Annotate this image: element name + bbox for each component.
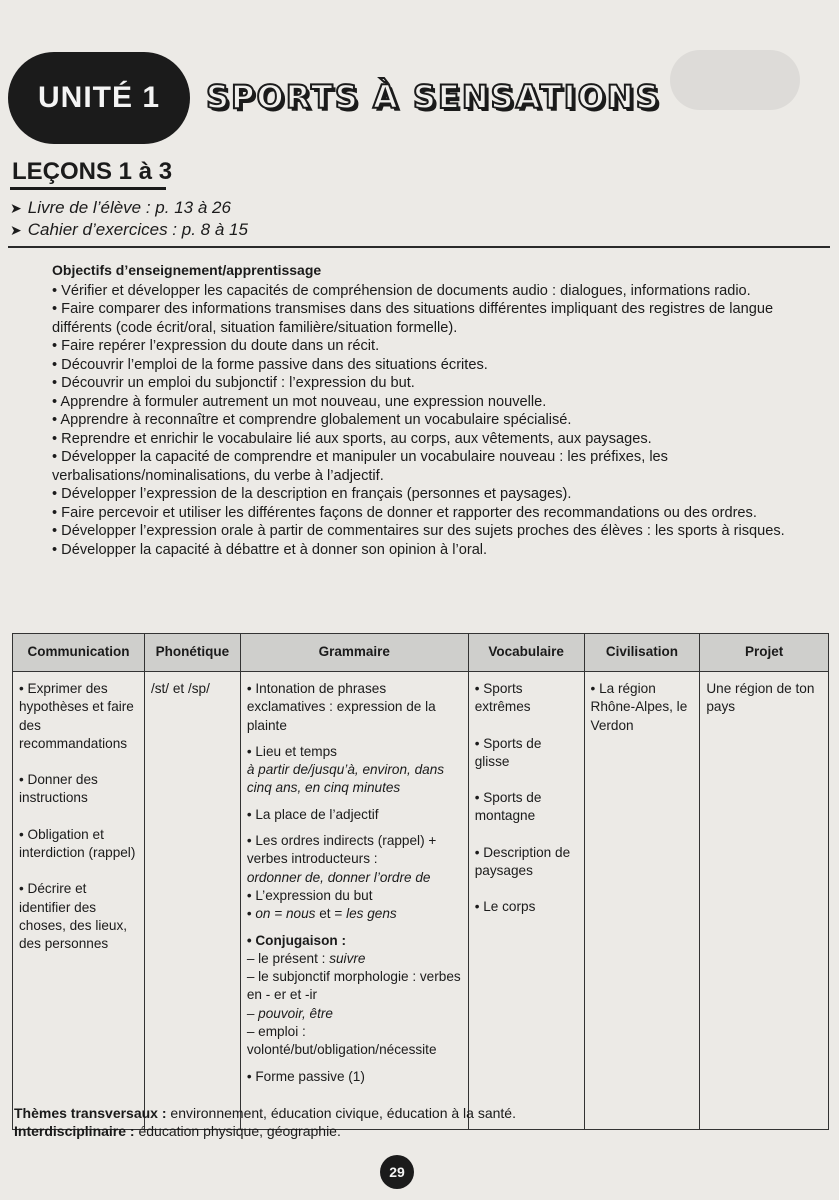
grammar-item: • L’expression du but <box>246 887 373 903</box>
arrow-right-icon: ➤ <box>10 222 22 238</box>
grammar-examples: ordonner de, donner l’ordre de <box>246 869 431 885</box>
grammar-item: • La place de l’adjectif <box>246 806 379 822</box>
phonetique-text: /st/ et /sp/ <box>150 681 210 696</box>
show-through-text <box>600 40 830 220</box>
unit-label: UNITÉ 1 <box>37 81 161 114</box>
conjugation-item: – pouvoir, être <box>246 1005 333 1021</box>
col-header-vocabulaire: Vocabulaire <box>468 634 584 672</box>
objective-item: • Développer l’expression orale à partir de commentaires sur des sujets proches des élèves : les sports à risques. <box>52 522 797 541</box>
grammar-item: • Les ordres indirects (rappel) + verbes introducteurs : <box>246 833 437 867</box>
unit-badge <box>8 52 190 144</box>
col-header-communication: Communication <box>13 634 145 672</box>
section-divider <box>8 246 830 248</box>
list-item: • Sports de montagne <box>474 790 542 824</box>
objective-item: • Reprendre et enrichir le vocabulaire lié aux sports, au corps, aux vêtements, aux paysages. <box>52 430 797 449</box>
objective-item: • Développer l’expression de la description en français (personnes et paysages). <box>52 485 797 504</box>
unit-title: SPORTS À SENSATIONS <box>206 78 661 116</box>
objectives-list <box>52 282 797 560</box>
grammar-examples: à partir de/jusqu’à, environ, dans cinq ans, en cinq minutes <box>246 762 445 796</box>
table-row <box>13 672 829 1130</box>
cell-phonetique <box>144 672 240 1130</box>
list-item: • Description de paysages <box>474 844 571 879</box>
cell-grammaire <box>240 672 468 1130</box>
list-item: • Donner des instructions <box>19 772 98 806</box>
grammar-item: • Forme passive (1) <box>246 1068 365 1084</box>
conjugation-title: • Conjugaison : <box>246 932 346 948</box>
grammar-item: • on = nous et = les gens <box>246 906 397 922</box>
interdisciplinary-line: Interdisciplinaire : éducation physique, géographie. <box>14 1123 341 1139</box>
objective-item: • Faire comparer des informations transmises dans des situations différentes impliquant des registres de langue différents (code écrit/oral, situation familière/situation formelle). <box>52 300 797 337</box>
objectives-section <box>52 261 797 559</box>
col-header-grammaire: Grammaire <box>240 634 468 672</box>
cell-communication <box>13 672 145 1130</box>
cell-civilisation <box>584 672 700 1130</box>
ref-cahier: ➤ Cahier d’exercices : p. 8 à 15 <box>10 220 248 239</box>
conjugation-item: – le subjonctif morphologie : verbes en - er et -ir <box>246 969 461 1003</box>
page-number: 29 <box>380 1155 414 1189</box>
list-item: • Exprimer des hypothèses et faire des recommandations <box>19 681 134 751</box>
objective-item: • Faire percevoir et utiliser les différentes façons de donner et rapporter des recommandations ou des ordres. <box>52 504 797 523</box>
table-header-row <box>13 634 829 672</box>
ref-livre: ➤ Livre de l’élève : p. 13 à 26 <box>10 198 231 217</box>
objective-item: • Développer la capacité de comprendre et manipuler un vocabulaire nouveau : les préfixes, les verbalisations/nominalisations, du verbe à l’adjectif. <box>52 448 797 485</box>
list-item: • Le corps <box>474 899 536 915</box>
themes-line: Thèmes transversaux : environnement, éducation civique, éducation à la santé. <box>14 1105 516 1121</box>
col-header-phonetique: Phonétique <box>144 634 240 672</box>
col-header-projet: Projet <box>700 634 829 672</box>
conjugation-item: – le présent : suivre <box>246 950 366 966</box>
objectives-heading: Objectifs d’enseignement/apprentissage <box>52 262 322 278</box>
objective-item: • Apprendre à formuler autrement un mot nouveau, une expression nouvelle. <box>52 393 797 412</box>
objective-item: • Vérifier et développer les capacités de compréhension de documents audio : dialogues, informations radio. <box>52 282 797 301</box>
cell-projet <box>700 672 829 1130</box>
projet-text: Une région de ton pays <box>706 681 815 715</box>
list-item: • Sports de glisse <box>474 735 542 769</box>
objective-item: • Apprendre à reconnaître et comprendre globalement un vocabulaire spécialisé. <box>52 411 797 430</box>
arrow-right-icon: ➤ <box>10 200 22 216</box>
grammar-item: • Lieu et temps <box>246 743 337 759</box>
list-item: • Décrire et identifier des choses, des lieux, des personnes <box>19 881 128 952</box>
conjugation-item: – emploi : volonté/but/obligation/nécessite <box>246 1024 437 1058</box>
lessons-title: LEÇONS 1 à 3 <box>12 158 173 185</box>
objective-item: • Développer la capacité à débattre et à donner son opinion à l’oral. <box>52 541 797 560</box>
objective-item: • Découvrir l’emploi de la forme passive dans des situations écrites. <box>52 356 797 375</box>
lessons-title-underline <box>10 187 166 190</box>
grammar-item: • Intonation de phrases exclamatives : expression de la plainte <box>246 681 436 733</box>
list-item: • Sports extrêmes <box>474 681 531 715</box>
footer-notes <box>14 1104 516 1140</box>
col-header-civilisation: Civilisation <box>584 634 700 672</box>
cell-vocabulaire <box>468 672 584 1130</box>
program-table <box>12 633 829 1130</box>
list-item: • Obligation et interdiction (rappel) <box>19 826 136 861</box>
objective-item: • Faire repérer l’expression du doute dans un récit. <box>52 337 797 356</box>
objective-item: • Découvrir un emploi du subjonctif : l’expression du but. <box>52 374 797 393</box>
civilisation-text: • La région Rhône-Alpes, le Verdon <box>590 681 688 733</box>
